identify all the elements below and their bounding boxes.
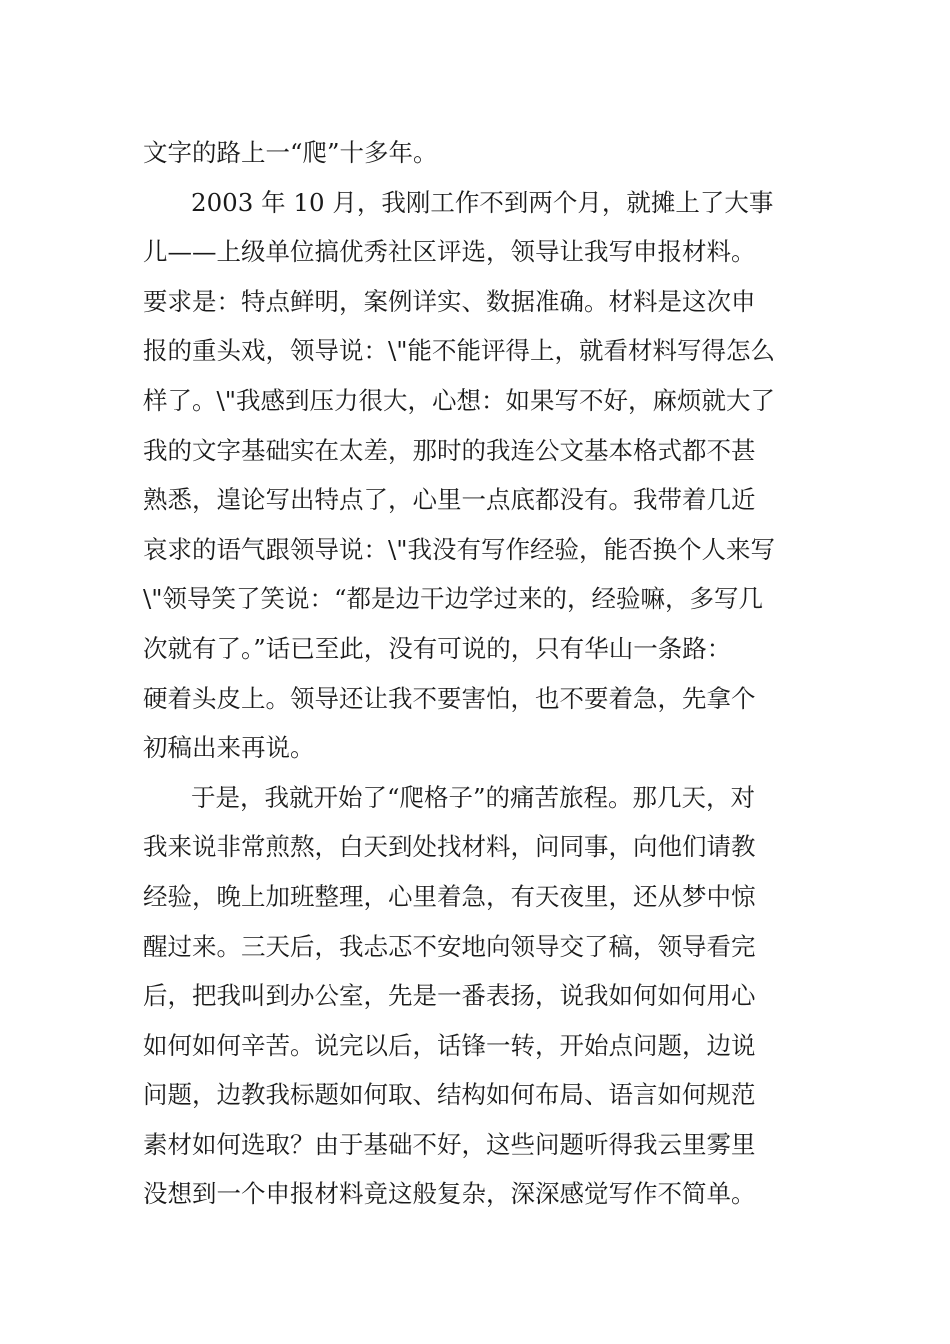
text-line: 报的重头戏，领导说：\"能不能评得上，就看材料写得怎么 [143,336,776,366]
text-line: 于是，我就开始了“爬格子”的痛苦旅程。那几天，对 [191,782,756,812]
text-line: 硬着头皮上。领导还让我不要害怕，也不要着急，先拿个 [143,683,756,713]
text-line: 样了。\"我感到压力很大，心想：如果写不好，麻烦就大了 [143,385,776,415]
text-line: 醒过来。三天后，我忐忑不安地向领导交了稿，领导看完 [143,931,756,961]
text-line: 次就有了。”话已至此，没有可说的，只有华山一条路： [143,633,732,663]
text-line: 我来说非常煎熬，白天到处找材料，问同事，向他们请教 [143,832,756,862]
text-line: 如何如何辛苦。说完以后，话锋一转，开始点问题，边说 [143,1030,756,1060]
text-line: 后，把我叫到办公室，先是一番表扬，说我如何如何用心 [143,981,756,1011]
text-line: 没想到一个申报材料竟这般复杂，深深感觉写作不简单。 [143,1179,756,1209]
text-line: 哀求的语气跟领导说：\"我没有写作经验，能否换个人来写 [143,534,776,564]
text-line: 要求是：特点鲜明，案例详实、数据准确。材料是这次申 [143,286,756,316]
text-line: 文字的路上一“爬”十多年。 [143,138,438,167]
text-line: 儿——上级单位搞优秀社区评选，领导让我写申报材料。 [143,237,756,267]
text-line: 经验，晚上加班整理，心里着急，有天夜里，还从梦中惊 [143,881,756,911]
text-line: 问题，边教我标题如何取、结构如何布局、语言如何规范 [143,1080,756,1110]
body-text [143,128,811,1219]
text-line: 2003 年 10 月，我刚工作不到两个月，就摊上了大事 [191,187,774,217]
text-line: 素材如何选取？由于基础不好，这些问题听得我云里雾里 [143,1129,756,1159]
text-line: \"领导笑了笑说：“都是边干边学过来的，经验嘛，多写几 [143,584,764,614]
text-line: 熟悉，遑论写出特点了，心里一点底都没有。我带着几近 [143,485,756,515]
text-line: 我的文字基础实在太差，那时的我连公文基本格式都不甚 [143,435,756,465]
text-line: 初稿出来再说。 [143,733,315,763]
